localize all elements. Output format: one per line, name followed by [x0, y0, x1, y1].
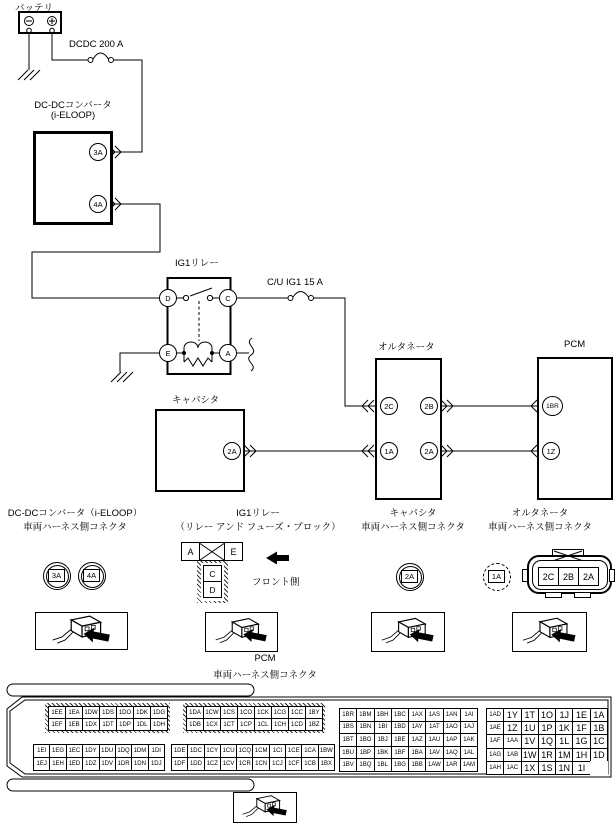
pcm-pin-1CF: 1CF [285, 757, 302, 771]
pcm-pin-1K: 1K [555, 721, 573, 735]
conn2-title-1: IG1リレー [236, 508, 280, 519]
pcm-pin-1J: 1J [555, 708, 573, 722]
pcm-pin-1EF: 1EF [48, 718, 66, 731]
pcm-pin-1H: 1H [572, 748, 590, 762]
pcm-pin-1AT: 1AT [425, 721, 443, 735]
pcm-connector-title-2: 車両ハーネス側コネクタ [213, 670, 317, 681]
pcm-pin-1DU: 1DU [99, 744, 116, 758]
conn2-photo-box [205, 612, 278, 652]
pcm-pin-1DI: 1DI [148, 744, 165, 758]
pcm-pin-1DO: 1DO [116, 706, 134, 719]
pcm-pin-1M: 1M [555, 748, 573, 762]
pcm-pin-1CU: 1CU [220, 744, 237, 758]
conn1-pin-4a: 4A [83, 569, 100, 582]
conn3-pin-2a: 2A [401, 570, 418, 583]
pcm-pin-1DS: 1DS [99, 706, 117, 719]
pcm-pin-1BY: 1BY [305, 706, 323, 719]
pcm-pin-1DZ: 1DZ [82, 757, 99, 771]
battery-box [18, 11, 62, 34]
connector-rail-top [7, 684, 254, 696]
housing-notch-right [609, 569, 615, 582]
pcm-pin-1CE: 1CE [285, 744, 302, 758]
pcm-pin-1BL: 1BL [374, 758, 392, 772]
pcm-pin-1AD: 1AD [486, 708, 504, 722]
pcm-pin-1DE: 1DE [171, 744, 188, 758]
pcm-pin-1W: 1W [521, 748, 539, 762]
pcm-pin-1CH: 1CH [271, 718, 289, 731]
housing-cell-2c: 2C [538, 567, 559, 586]
dcdc-pin-3a: 3A [89, 143, 107, 161]
pcm-pin-1BT: 1BT [339, 733, 357, 747]
pcm-pin-1Z: 1Z [503, 721, 521, 735]
relay-pin-d: D [159, 289, 177, 307]
pcm-pin-1BI: 1BI [374, 721, 392, 735]
relay-cavity-e: E [224, 542, 243, 561]
pcm-pin-1B: 1B [590, 721, 608, 735]
front-side-label: フロント側 [252, 577, 300, 588]
pcm-pin-1CC: 1CC [288, 706, 306, 719]
pcm-pin-1S: 1S [538, 761, 556, 775]
pcm-pin-1AK: 1AK [460, 733, 478, 747]
conn3-title-1: キャパシタ [389, 508, 437, 519]
alternator-box [375, 358, 442, 500]
relay-pin-a: A [219, 344, 237, 362]
capacitor-pin-2a: 2A [223, 442, 241, 460]
pcm-pin-1ED: 1ED [66, 757, 83, 771]
conn3-title-2: 車両ハーネス側コネクタ [361, 522, 465, 533]
chevron-right-icon [441, 400, 453, 412]
pcm-pin-1EJ: 1EJ [33, 757, 50, 771]
pcm-pin-block-4 [171, 744, 334, 770]
ground-icon [111, 372, 133, 382]
relay-label: IG1リレー [175, 258, 219, 269]
pcm-pin-1C: 1C [590, 734, 608, 748]
pcm-pin-1EH: 1EH [49, 757, 66, 771]
pcm-pin-1BE: 1BE [391, 733, 409, 747]
pcm-pin-1AV: 1AV [425, 746, 443, 760]
pcm-pin-1DD: 1DD [187, 757, 204, 771]
pcm-pin-1BB: 1BB [408, 758, 426, 772]
housing-cell-2b: 2B [558, 567, 579, 586]
pcm-pin-1CB: 1CB [301, 757, 318, 771]
pcm-pin-1DT: 1DT [99, 718, 117, 731]
chevron-left-icon [362, 400, 374, 412]
connector-icon [206, 613, 275, 649]
pcm-pin-1AS: 1AS [425, 708, 443, 722]
pcm-pin-1AH: 1AH [486, 761, 504, 775]
resistor-icon [184, 353, 212, 366]
pcm-pin-1AO: 1AO [443, 721, 461, 735]
pcm-pin-1BX: 1BX [318, 757, 335, 771]
pcm-pin-1AC: 1AC [503, 761, 521, 775]
pcm-pin-1BC: 1BC [391, 708, 409, 722]
pcm-pin-1DV: 1DV [99, 757, 116, 771]
pcm-pin-1G: 1G [572, 734, 590, 748]
pcm-pin-1CL: 1CL [254, 718, 272, 731]
pcm-pin-1DF: 1DF [171, 757, 188, 771]
pcm-pin-1AF: 1AF [486, 734, 504, 748]
pcm-pin-1DP: 1DP [116, 718, 134, 731]
pcm-pin-1BM: 1BM [356, 708, 374, 722]
pcm-pin-1CS: 1CS [220, 706, 238, 719]
pcm-pin-1CD: 1CD [288, 718, 306, 731]
ground-icon [18, 70, 40, 80]
pcm-pin-block-5 [339, 708, 477, 771]
pcm-pin-1CP: 1CP [237, 718, 255, 731]
pcm-pin-block-2 [186, 706, 322, 730]
dcdc-label-1: DC-DCコンバータ [34, 100, 112, 111]
pcm-pin-1BF: 1BF [391, 746, 409, 760]
pcm-pin-1DR: 1DR [115, 757, 132, 771]
pcm-pin-1BA: 1BA [408, 746, 426, 760]
pcm-pin-1BR: 1BR [339, 708, 357, 722]
pcm-pin-1AN: 1AN [443, 708, 461, 722]
connector-icon [234, 793, 294, 820]
ig1-fuse-icon [237, 292, 376, 413]
chevron-right-icon [441, 445, 453, 457]
pcm-pin-1AZ: 1AZ [408, 733, 426, 747]
pcm-pin-1BD: 1BD [391, 721, 409, 735]
pcm-pin-1O: 1O [538, 708, 556, 722]
pcm-pin-1BN: 1BN [356, 721, 374, 735]
pcm-pin-1CI: 1CI [269, 744, 286, 758]
pcm-pin-1AL: 1AL [460, 746, 478, 760]
pcm-pin-1N: 1N [555, 761, 573, 775]
pcm-pin-1DJ: 1DJ [148, 757, 165, 771]
pcm-pin-1DL: 1DL [133, 718, 151, 731]
front-direction-arrow-icon [266, 552, 289, 565]
battery-label: バッテリ [15, 3, 54, 14]
pcm-pin-1D: 1D [590, 748, 608, 762]
pcm-label: PCM [564, 339, 586, 350]
pcm-connector-title-1: PCM [254, 653, 276, 664]
conn4-pin-1a: 1A [488, 570, 505, 583]
conn4-photo-box [512, 612, 587, 652]
pcm-pin-1DX: 1DX [82, 718, 100, 731]
alternator-pin-2c: 2C [380, 397, 398, 415]
pcm-pin-1CZ: 1CZ [204, 757, 221, 771]
pcm-pin-1EB: 1EB [65, 718, 83, 731]
housing-notch-left [522, 569, 528, 582]
connector-icon [36, 613, 125, 647]
pcm-pin-1AM: 1AM [460, 758, 478, 772]
relay-pin-c: C [219, 289, 237, 307]
pcm-pin-1BZ: 1BZ [305, 718, 323, 731]
pcm-pin-1BS: 1BS [339, 721, 357, 735]
dcdc-pin-4a: 4A [89, 195, 107, 213]
dcdc-label-2: (i-ELOOP) [50, 110, 96, 121]
pcm-pin-1DW: 1DW [82, 706, 100, 719]
pcm-pin-1U: 1U [521, 721, 539, 735]
pcm-pin-1DN: 1DN [131, 757, 148, 771]
pcm-pin-1X: 1X [521, 761, 539, 775]
pcm-pin-1CN: 1CN [252, 757, 269, 771]
switch-arm-icon [190, 288, 212, 296]
connector-rail-bottom [7, 779, 254, 791]
pcm-pin-1AQ: 1AQ [443, 746, 461, 760]
pcm-pin-1F: 1F [572, 721, 590, 735]
dcdc-fuse-icon [88, 53, 114, 63]
connector-icon [372, 613, 442, 649]
relay-cavity-d: D [203, 581, 222, 598]
pcm-pin-1CR: 1CR [236, 757, 253, 771]
pcm-pin-1DM: 1DM [131, 744, 148, 758]
pcm-pin-1AX: 1AX [408, 708, 426, 722]
pcm-pin-1BK: 1BK [374, 746, 392, 760]
alternator-pin-2a: 2A [420, 442, 438, 460]
chevron-right-icon [244, 445, 256, 457]
pcm-pin-1CY: 1CY [204, 744, 221, 758]
pcm-pin-1EA: 1EA [65, 706, 83, 719]
continuation-squiggle-icon [249, 338, 254, 371]
pcm-pin-1CK: 1CK [254, 706, 272, 719]
pcm-pin-1BP: 1BP [356, 746, 374, 760]
pcm-pin-1z: 1Z [542, 442, 560, 460]
pcm-pin-1DC: 1DC [187, 744, 204, 758]
conn3-photo-box [371, 612, 445, 652]
pcm-pin-1BJ: 1BJ [374, 733, 392, 747]
pcm-pin-1V: 1V [521, 734, 539, 748]
alternator-pin-2b: 2B [420, 397, 438, 415]
ig1-fuse-label: C/U IG1 15 A [267, 277, 323, 288]
pcm-pin-1AU: 1AU [425, 733, 443, 747]
pcm-pin-block-3 [33, 744, 164, 770]
conn1-title-1: DC-DCコンバータ（i-ELOOP） [7, 508, 143, 519]
pcm-pin-1EC: 1EC [66, 744, 83, 758]
pcm-pin-1DQ: 1DQ [115, 744, 132, 758]
alternator-pin-1a: 1A [380, 442, 398, 460]
pcm-pin-1CW: 1CW [203, 706, 221, 719]
pcm-pin-block-1 [48, 706, 167, 730]
pcm-pin-1I: 1I [572, 761, 590, 775]
pcm-pin-1br: 1BR [542, 396, 563, 416]
pcm-pin-1CA: 1CA [301, 744, 318, 758]
pcm-pin-1L: 1L [555, 734, 573, 748]
pcm-pin-1AJ: 1AJ [460, 721, 478, 735]
pcm-pin-1AY: 1AY [408, 721, 426, 735]
housing-cell-2a: 2A [578, 567, 599, 586]
pcm-pin-1DH: 1DH [150, 718, 168, 731]
conn1-photo-box [35, 612, 128, 650]
pcm-pin-1BG: 1BG [391, 758, 409, 772]
relay-cavity-a: A [181, 542, 200, 561]
pcm-pin-1BW: 1BW [318, 744, 335, 758]
pcm-pin-1P: 1P [538, 721, 556, 735]
pcm-pin-1BO: 1BO [356, 733, 374, 747]
coil-icon [184, 342, 212, 353]
pcm-pin-1DG: 1DG [150, 706, 168, 719]
pcm-pin-1CT: 1CT [220, 718, 238, 731]
pcm-pin-1A: 1A [590, 708, 608, 722]
chevron-left-icon [362, 445, 374, 457]
pcm-pin-1DB: 1DB [186, 718, 204, 731]
pcm-pin-1AB: 1AB [503, 748, 521, 762]
conn4-title-1: オルタネータ [511, 508, 569, 519]
pcm-pin-1AE: 1AE [486, 721, 504, 735]
conn4-title-2: 車両ハーネス側コネクタ [488, 522, 592, 533]
pcm-pin-1E: 1E [572, 708, 590, 722]
pcm-pin-block-6 [486, 708, 607, 774]
dcdc-fuse-label: DCDC 200 A [69, 39, 124, 50]
conn2-title-2: （リレー アンド フューズ・ブロック） [175, 522, 341, 533]
relay-cavity-c: C [203, 565, 222, 582]
pcm-pin-1R: 1R [538, 748, 556, 762]
pcm-box [537, 357, 613, 500]
pcm-pin-1BV: 1BV [339, 758, 357, 772]
connector-icon [513, 613, 584, 649]
housing-foot-left [545, 592, 562, 598]
pcm-pin-1BH: 1BH [374, 708, 392, 722]
pcm-pin-1CJ: 1CJ [269, 757, 286, 771]
capacitor-label: キャパシタ [172, 395, 220, 406]
pcm-pin-1AA: 1AA [503, 734, 521, 748]
pcm-pin-1DA: 1DA [186, 706, 204, 719]
pcm-pin-1CO: 1CO [237, 706, 255, 719]
pcm-pin-1EI: 1EI [33, 744, 50, 758]
pcm-pin-1T: 1T [521, 708, 539, 722]
pcm-pin-1EG: 1EG [49, 744, 66, 758]
pcm-pin-1DK: 1DK [133, 706, 151, 719]
pcm-pin-1Q: 1Q [538, 734, 556, 748]
relay-cavity-x [199, 542, 226, 561]
pcm-pin-1EE: 1EE [48, 706, 66, 719]
housing-foot-right [574, 592, 591, 598]
pcm-pin-1CG: 1CG [271, 706, 289, 719]
pcm-pin-1AW: 1AW [425, 758, 443, 772]
pcm-pin-1AR: 1AR [443, 758, 461, 772]
pcm-pin-1AI: 1AI [460, 708, 478, 722]
pcm-pin-1BU: 1BU [339, 746, 357, 760]
pcm-pin-1CQ: 1CQ [236, 744, 253, 758]
pcm-pin-1DY: 1DY [82, 744, 99, 758]
pcm-photo-box [233, 792, 297, 823]
pcm-pin-1BQ: 1BQ [356, 758, 374, 772]
conn1-pin-3a: 3A [48, 569, 65, 582]
pcm-pin-1AP: 1AP [443, 733, 461, 747]
alternator-label: オルタネータ [378, 342, 435, 353]
conn1-title-2: 車両ハーネス側コネクタ [23, 522, 127, 533]
relay-pin-e: E [159, 344, 177, 362]
pcm-pin-1CX: 1CX [203, 718, 221, 731]
pcm-pin-1CV: 1CV [220, 757, 237, 771]
pcm-pin-1AG: 1AG [486, 748, 504, 762]
pcm-pin-1Y: 1Y [503, 708, 521, 722]
pcm-pin-1CM: 1CM [252, 744, 269, 758]
